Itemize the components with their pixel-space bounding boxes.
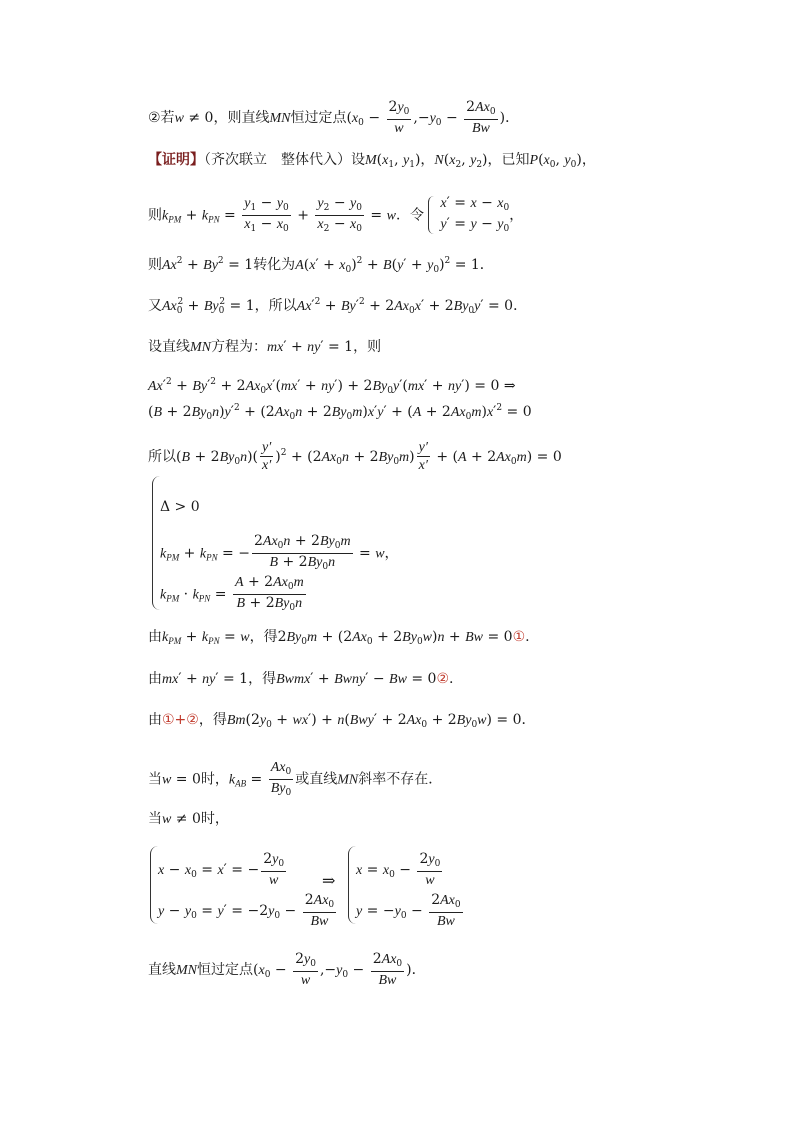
final-system-brace-left — [150, 846, 158, 924]
conclusion-line: 直线MN恒过定点($x_0$ − $\frac{2y_0}{w}$ $,-y_0$ − $\frac{2Ax_0}{Bw}$ )． — [148, 951, 426, 988]
circle-one-mark: ① — [512, 629, 526, 645]
y-result-row: $y = -y_0$ − $\frac{2Ax_0}{Bw}$ — [356, 892, 461, 929]
transform-line: 则$Ax^2 + By^2 = 1$转化为$A(x' + x_0)^2 + B(y' + y_0)^2 = 1$． — [148, 256, 494, 275]
statement-line: ②若w ≠ 0，则直线MN恒过定点($x_0$ − $\frac{2y_0}{w}$ $,-y_0$ − $\frac{2Ax_0}{Bw}$ )． — [148, 99, 520, 136]
x-result-row: $x = x_0$ − $\frac{2y_0}{w}$ — [356, 851, 441, 888]
quadratic-line: 所以$(B + 2By_0n)$( $\frac{y'}{x'}$ )$^2 + (2Ax_0n + 2By_0m)$ $\frac{y'}{x'}$ + $(A + 2Ax_0m) = 0$ — [148, 440, 562, 474]
proof-intro-line: 【证明】（齐次联立 整体代入）设$M(x_1$, $y_1$)，$N(x_2$, $y_2$)，已知$P(x_0$, $y_0$)， — [148, 152, 596, 170]
y-solve-row: $y - y_0 = y' = -2y_0$ − $\frac{2Ax_0}{Bw}$ — [158, 892, 335, 929]
w-zero-line: 当w = 0时，$k_{AB}$ = $\frac{Ax_0}{By_0}$ 或直线MN斜率不存在． — [148, 760, 443, 798]
implies-arrow: ⇒ — [322, 871, 336, 890]
eq1-line: 由$k_{PM} + k_{PN} = w$，得$2By_0m + (2Ax_0 + 2By_0w)n + Bw$ = 0①. — [148, 629, 530, 647]
x-solve-row: $x - x_0 = x'$ = − $\frac{2y_0}{w}$ — [158, 851, 285, 888]
eq2-line: 由mx′ + ny′ = 1，得Bwmx′ + Bwny′ − Bw = 0②. — [148, 671, 454, 687]
homogenize-line-2: $(B + 2By_0n)y'^2 + (2Ax_0n + 2By_0m)x'y' + (A + 2Ax_0m)x'^2 = 0$ — [148, 403, 532, 422]
final-system-brace-right — [348, 846, 356, 924]
w-nonzero-line: 当w ≠ 0时， — [148, 811, 229, 827]
circle-sum-mark: ①+② — [162, 712, 199, 728]
circle-two-mark: ② — [436, 671, 450, 687]
homogenize-line-1: $Ax'^2 + By'^2 + 2Ax_0x'(mx' + ny') + 2By_0y'(mx' + ny') = 0$ ⇒ — [148, 377, 516, 396]
proof-tag: 【证明】 — [148, 152, 204, 168]
product-row: $k_{PM} \cdot k_{PN}$ = $\frac{A + 2Ax_0m}{B + 2By_0n}$ — [160, 574, 304, 613]
combine-line: 由①+②，得$Bm(2y_0 + wx') + n(Bwy' + 2Ax_0 + 2By_0w) = 0$． — [148, 712, 536, 730]
delta-row: Δ > 0 — [160, 499, 200, 515]
expand-line: 又$Ax_0^2 + By_0^2 = 1$，所以$Ax'^2 + By'^2 + 2Ax_0x' + 2By_0y' = 0$． — [148, 297, 528, 316]
sum-row: $k_{PM} + k_{PN}$ = − $\frac{2Ax_0n + 2By_0m}{B + 2By_0n}$ = w， — [160, 533, 399, 572]
line-equation-line: 设直线MN方程为：mx′ + ny′ = 1，则 — [148, 339, 382, 355]
slope-sum-line: 则$k_{PM} + k_{PN}$ = $\frac{y_1 - y_0}{x_1 - x_0}$ + $\frac{y_2 - y_0}{x_2 - x_0}$ = w．令 $x' = x - x_0$ $y' = y - y_0$ ， — [148, 195, 524, 235]
